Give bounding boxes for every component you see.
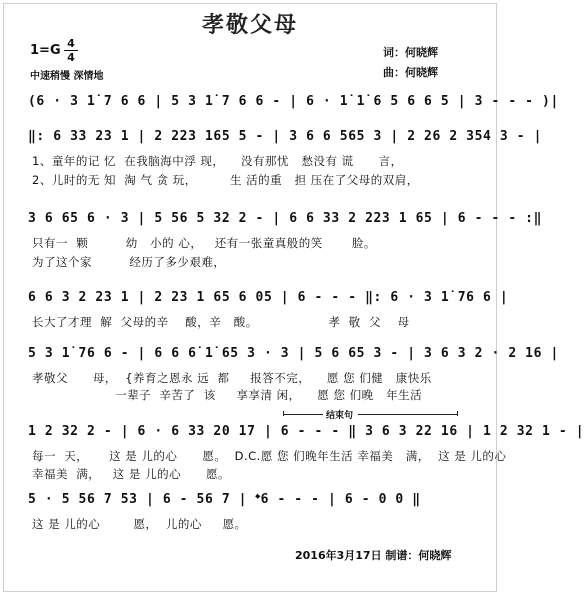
- meter-top: 4: [67, 37, 75, 50]
- notation-line: 6 6 3 2 23 1 | 2 23 1 65 6 05 | 6 - - - ‖: 6 · 3 1̇ 76 6 |: [28, 290, 509, 305]
- lyric-line-1: 长大了才理 解 父母的辛 酸，辛 酸。 孝 敬 父 母: [32, 315, 410, 329]
- lyric-line-1: 1、童年的记 忆 在我脑海中浮 现， 没有那忧 愁没有 谎 言，: [32, 154, 403, 168]
- end-section-bracket-left: [283, 414, 323, 415]
- score-system-3: [28, 211, 543, 269]
- lyric-line-1: 这 是 儿的心 愿， 儿的心 愿。: [32, 517, 247, 531]
- lyricist-credit: 词：何晓辉: [383, 46, 438, 59]
- key-signature: 1=G: [30, 43, 61, 58]
- lyric-line-1: 只有一 颗 幼 小的 心， 还有一张童真般的笑 脸。: [32, 236, 376, 250]
- score-system-1: [28, 94, 559, 116]
- notation-line: (6 · 3 1̇ 7 6 6 | 5 3 1̇ 7 6 6 - | 6 · 1̇ 1̇ 6 5 6 6 5 | 3 - - - )|: [28, 94, 559, 109]
- notation-line: 5 3 1̇ 76 6 - | 6 6 6̇ 1̇ 65 3 · 3 | 5 6 65 3 - | 3 6 3 2 · 2 16 |: [28, 346, 559, 361]
- score-system-4: [28, 290, 509, 330]
- date-and-transcriber: 2016年3月17日 制谱：何晓辉: [295, 549, 452, 562]
- lyric-line-2: 一辈子 辛苦了 该 享享清 闲， 愿 您 们晚 年生活: [32, 388, 423, 402]
- score-system-6: [28, 424, 584, 482]
- notation-line: ‖: 6 33 23 1 | 2 223 165 5 - | 3 6 6 565 3 | 2 26 2 354 3 - |: [28, 129, 543, 144]
- score-system-5: [28, 346, 559, 404]
- notation-line: 1 2 32 2 - | 6 · 6 33 20 17 | 6 - - - ‖ 3 6 3 22 16 | 1 2 32 1 - |: [28, 424, 584, 439]
- meter-bottom: 4: [67, 51, 75, 64]
- notation-line: 5 · 5 56 7 53 | 6 - 56 7 | 𝄌6 - - - | 6 - 0 0 ‖: [28, 492, 421, 507]
- lyric-line-1: 每一 天， 这 是 儿的心 愿。 D.C.愿 您 们晚年生活 幸福美 满， 这 是 儿的心: [32, 449, 507, 463]
- tempo-marking: 中速稍慢 深情地: [30, 71, 104, 82]
- time-signature: [64, 38, 78, 63]
- end-section-bracket-right: [358, 414, 458, 415]
- composer-credit: 曲：何晓辉: [383, 66, 438, 79]
- score-system-7: [28, 492, 484, 532]
- end-section-label: 结束句: [326, 411, 354, 421]
- lyric-line-2: 2、儿时的无 知 淘 气 贪 玩， 生 活的重 担 压在了父母的双肩，: [32, 173, 419, 187]
- lyric-line-2: 为了这个家 经历了多少艰难，: [32, 255, 226, 269]
- score-system-2: [28, 129, 543, 187]
- song-title: 孝敬父母: [201, 13, 298, 38]
- lyric-line-2: 幸福美 满， 这 是 儿的心 愿。: [32, 467, 231, 481]
- lyric-line-1: 孝敬父 母， {养育之恩永 远 都 报答不完， 愿 您 们健 康快乐: [32, 371, 432, 385]
- notation-line: 3 6 65 6 · 3 | 5 56 5 32 2 - | 6 6 33 2 223 1 65 | 6 - - - :‖: [28, 211, 543, 226]
